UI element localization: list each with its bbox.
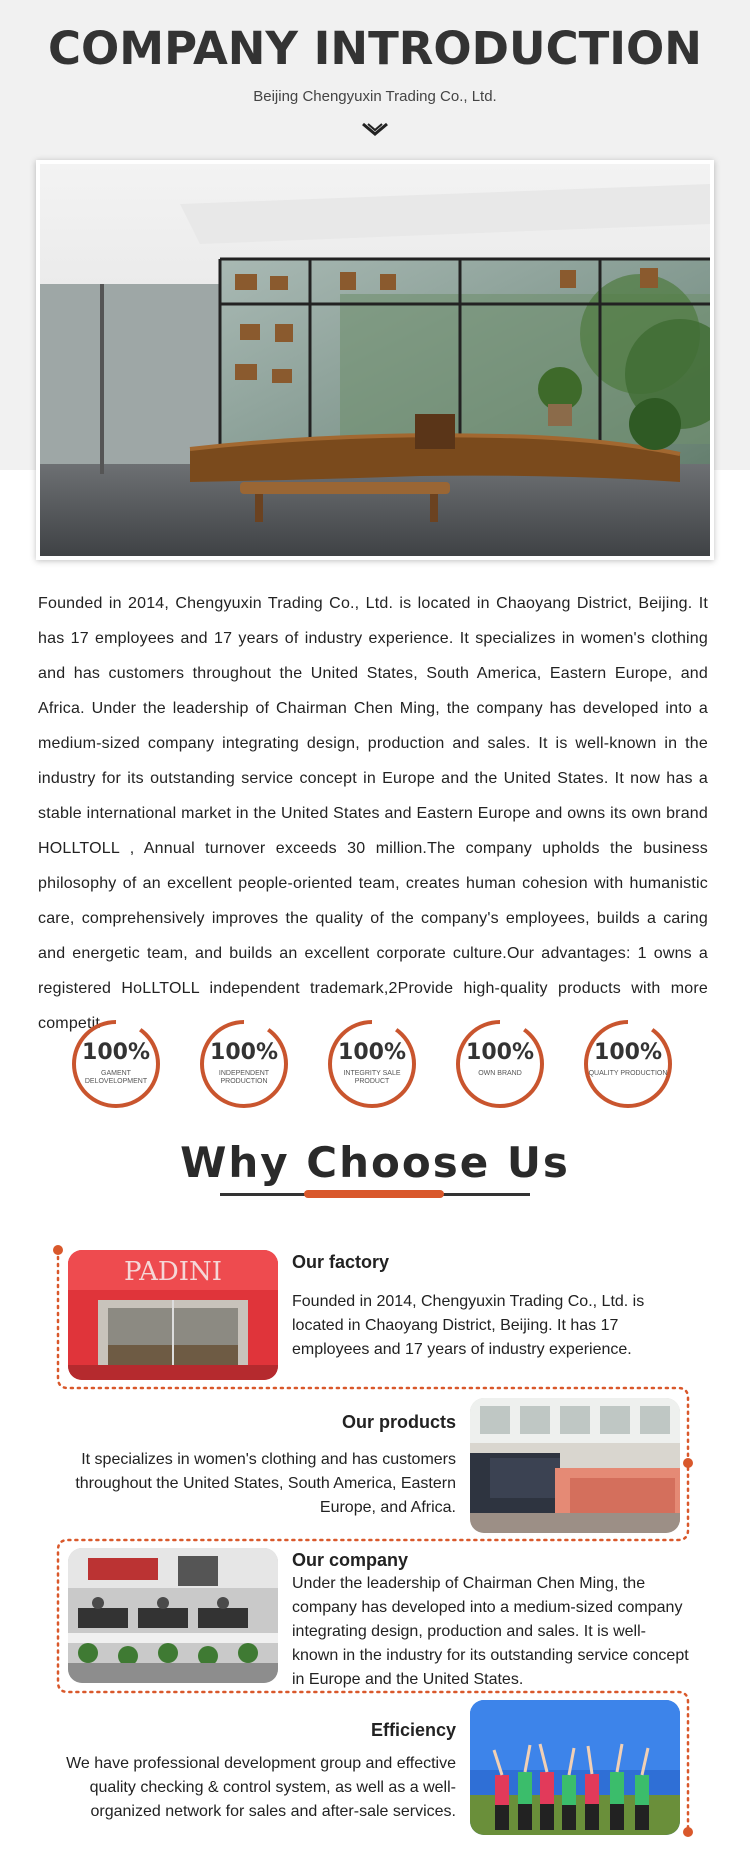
stat-label: INDEPENDENT PRODUCTION [218, 1070, 270, 1085]
feature-title-company: Our company [292, 1550, 409, 1570]
stat-label: QUALITY PRODUCTION [588, 1070, 668, 1077]
feature-text-factory: Founded in 2014, Chengyuxin Trading Co., Ltd. is located in Chaoyang District, Beijing. It has 17 employees and 17 years of industry experience. [292, 1293, 645, 1358]
feature-title-products: Our products [341, 1412, 456, 1432]
stat-value: 100% [594, 1040, 662, 1065]
stat-value: 100% [82, 1040, 150, 1065]
stat-value: 100% [338, 1040, 406, 1065]
stat-label: GAMENT DELOVELOPMENT [84, 1070, 148, 1085]
stat-label: OWN BRAND [478, 1070, 522, 1077]
company-description: Founded in 2014, Chengyuxin Trading Co., Ltd. is located in Chaoyang District, Beijing. It has 17 employees and 17 years of industry experience. It specializes in women's clothing and has customers throughout the United States, South America, Eastern Europe, and Africa. Under the leadership of Chairman Chen Ming, the company has developed into a medium-sized company integrating design, production and sales. It is well-known in the industry for its outstanding service concept in Europe and the United States. It now has a stable international market in the United States and Eastern Europe and owns its own brand HOLLTOLL , Annual turnover exceeds 30 million.The company upholds the business philosophy of an excellent people-oriented team, creates human cohesion with humanistic care, comprehensively improves the quality of the company's employees, builds a caring and energetic team, and builds an excellent corporate culture.Our advantages: 1 owns a registered HoLLTOLL independent trademark,2Provide high-quality products with more competit [38, 595, 708, 1032]
why-choose-us-heading: Why Choose Us [180, 1138, 570, 1187]
stat-label: INTEGRITY SALE PRODUCT [343, 1070, 401, 1085]
efficiency-team-photo [470, 1700, 680, 1835]
feature-text-products: It specializes in women's clothing and has customers throughout the United States, South America, Eastern Europe, and Africa. [75, 1451, 456, 1516]
feature-title-factory: Our factory [292, 1252, 390, 1272]
products-photo [470, 1398, 680, 1533]
feature-title-efficiency: Efficiency [370, 1720, 456, 1740]
stat-value: 100% [466, 1040, 534, 1065]
page-title: COMPANY INTRODUCTION [48, 22, 702, 75]
company-subtitle: Beijing Chengyuxin Trading Co., Ltd. [253, 88, 497, 105]
feature-text-efficiency: We have professional development group and effective quality checking & control system, as well as a well-organized network for sales and after-sale services. [66, 1755, 456, 1820]
padini-sign: PADINI [123, 1257, 223, 1287]
factory-photo [68, 1250, 278, 1380]
company-photo [68, 1548, 278, 1683]
stat-value: 100% [210, 1040, 278, 1065]
feature-text-company: Under the leadership of Chairman Chen Ming, the company has developed into a medium-sized company integrating design, production and sales. It is well-known in the industry for its outstanding service concept in Europe and the United States. [292, 1575, 689, 1688]
